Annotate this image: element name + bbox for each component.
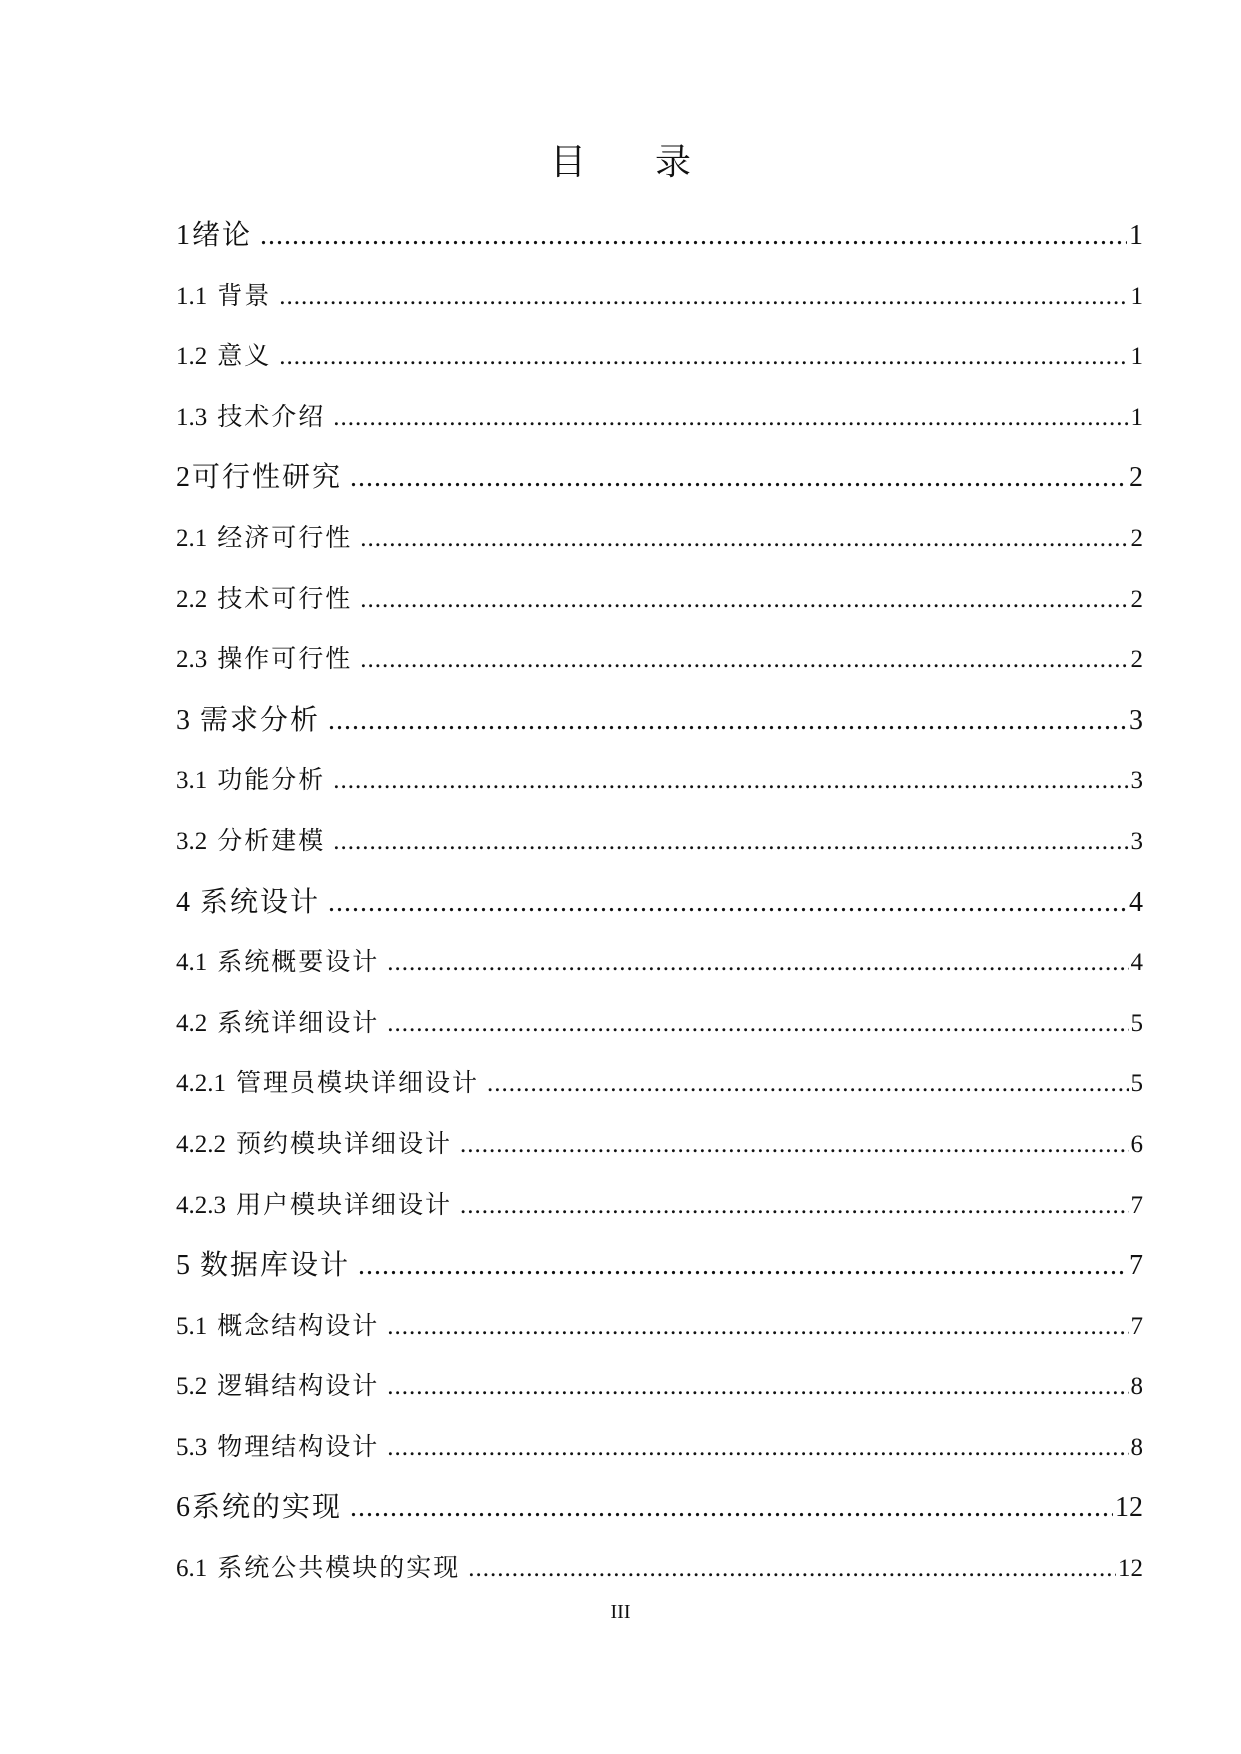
toc-dot-leader bbox=[350, 448, 1127, 509]
toc-entry-number: 4 bbox=[176, 886, 190, 918]
toc-entry-page-number: 1 bbox=[1129, 220, 1143, 251]
toc-dot-leader bbox=[387, 1418, 1128, 1479]
toc-entry-number: 2.1 bbox=[176, 524, 208, 552]
toc-entry-number: 3 bbox=[176, 704, 190, 736]
toc-entry-label: 经济可行性 bbox=[217, 524, 353, 552]
toc-entry-number: 4.2.3 bbox=[176, 1191, 226, 1219]
toc-entry-label: 系统详细设计 bbox=[217, 1009, 380, 1037]
toc-entry-number: 6 bbox=[176, 1492, 190, 1524]
toc-entry-page-number: 2 bbox=[1130, 524, 1143, 552]
toc-entry-label: 物理结构设计 bbox=[217, 1433, 380, 1461]
toc-entry-page-number: 7 bbox=[1130, 1312, 1143, 1340]
toc-entry-label: 管理员模块详细设计 bbox=[236, 1070, 480, 1098]
toc-dot-leader bbox=[387, 933, 1128, 994]
toc-entry-number: 4.2.2 bbox=[176, 1130, 226, 1158]
toc-entry-number: 2.3 bbox=[176, 646, 208, 674]
toc-entry-page-number: 2 bbox=[1129, 462, 1143, 494]
toc-entry-page-number: 4 bbox=[1130, 949, 1143, 977]
toc-dot-leader bbox=[328, 691, 1127, 752]
toc-entry-label: 功能分析 bbox=[217, 767, 326, 795]
toc-entry-label: 数据库设计 bbox=[200, 1250, 351, 1282]
toc-entry[interactable] bbox=[176, 1054, 1143, 1115]
toc-entry-number: 1.2 bbox=[176, 343, 208, 371]
toc-entry-label: 意义 bbox=[217, 343, 272, 371]
toc-entry-page-number: 3 bbox=[1129, 704, 1143, 736]
toc-entry-number: 1 bbox=[176, 220, 190, 251]
toc-entry[interactable] bbox=[176, 873, 1143, 934]
toc-entry-label: 系统设计 bbox=[200, 886, 321, 918]
toc-entry-label: 系统公共模块的实现 bbox=[217, 1555, 461, 1583]
toc-entry-page-number: 1 bbox=[1130, 403, 1143, 431]
toc-entry-label: 分析建模 bbox=[217, 827, 326, 855]
toc-entry[interactable] bbox=[176, 388, 1143, 449]
toc-entry-number: 3.2 bbox=[176, 827, 208, 855]
toc-dot-leader bbox=[487, 1054, 1128, 1115]
toc-entry-page-number: 4 bbox=[1129, 886, 1143, 918]
toc-entry-page-number: 3 bbox=[1130, 767, 1143, 795]
toc-entry[interactable] bbox=[176, 933, 1143, 994]
toc-entry-page-number: 7 bbox=[1129, 1250, 1143, 1282]
toc-dot-leader bbox=[260, 206, 1127, 267]
toc-entry-number: 1.3 bbox=[176, 403, 208, 431]
toc-entry-page-number: 12 bbox=[1118, 1555, 1143, 1583]
toc-entry[interactable] bbox=[176, 206, 1143, 267]
toc-entry-label: 技术可行性 bbox=[217, 585, 353, 613]
toc-dot-leader bbox=[460, 1176, 1128, 1237]
toc-entry[interactable] bbox=[176, 1176, 1143, 1237]
toc-entry[interactable] bbox=[176, 1418, 1143, 1479]
toc-entry[interactable] bbox=[176, 1297, 1143, 1358]
toc-entry-number: 3.1 bbox=[176, 767, 208, 795]
toc-entry-page-number: 1 bbox=[1130, 343, 1143, 371]
toc-entry-page-number: 2 bbox=[1130, 585, 1143, 613]
page-number-footer: III bbox=[610, 1601, 631, 1623]
toc-entry-label: 逻辑结构设计 bbox=[217, 1373, 380, 1401]
toc-entry[interactable] bbox=[176, 691, 1143, 752]
toc-dot-leader bbox=[350, 1478, 1113, 1539]
toc-entry-number: 5.2 bbox=[176, 1373, 208, 1401]
toc-entry-page-number: 5 bbox=[1130, 1009, 1143, 1037]
toc-entry-page-number: 8 bbox=[1130, 1373, 1143, 1401]
toc-entry[interactable] bbox=[176, 1115, 1143, 1176]
toc-dot-leader bbox=[358, 1236, 1127, 1297]
toc-entry[interactable] bbox=[176, 327, 1143, 388]
toc-entry[interactable] bbox=[176, 1478, 1143, 1539]
toc-dot-leader bbox=[387, 994, 1128, 1055]
toc-entry-label: 系统概要设计 bbox=[217, 949, 380, 977]
toc-entry-label: 绪论 bbox=[192, 220, 253, 251]
toc-entry[interactable] bbox=[176, 509, 1143, 570]
toc-entry[interactable] bbox=[176, 1539, 1143, 1600]
toc-entry[interactable] bbox=[176, 812, 1143, 873]
toc-dot-leader bbox=[279, 267, 1128, 328]
toc-entry-label: 预约模块详细设计 bbox=[236, 1130, 453, 1158]
toc-entry[interactable] bbox=[176, 630, 1143, 691]
toc-dot-leader bbox=[387, 1297, 1128, 1358]
toc-dot-leader bbox=[333, 751, 1128, 812]
toc-entry-label: 概念结构设计 bbox=[217, 1312, 380, 1340]
toc-entry-page-number: 12 bbox=[1115, 1492, 1143, 1524]
toc-entry-label: 操作可行性 bbox=[217, 646, 353, 674]
toc-entry-number: 5 bbox=[176, 1250, 190, 1282]
toc-entry-page-number: 6 bbox=[1130, 1130, 1143, 1158]
toc-entry-label: 可行性研究 bbox=[192, 462, 343, 494]
toc-list bbox=[176, 206, 1143, 1600]
toc-title: 目 录 bbox=[549, 142, 721, 182]
toc-entry-page-number: 8 bbox=[1130, 1433, 1143, 1461]
toc-dot-leader bbox=[360, 509, 1128, 570]
toc-entry[interactable] bbox=[176, 994, 1143, 1055]
toc-entry-page-number: 2 bbox=[1130, 646, 1143, 674]
toc-entry[interactable] bbox=[176, 267, 1143, 328]
toc-entry-page-number: 1 bbox=[1130, 282, 1143, 310]
toc-dot-leader bbox=[468, 1539, 1116, 1600]
toc-dot-leader bbox=[279, 327, 1128, 388]
toc-entry[interactable] bbox=[176, 448, 1143, 509]
toc-entry-number: 2 bbox=[176, 462, 190, 494]
toc-dot-leader bbox=[360, 570, 1128, 631]
toc-entry-label: 需求分析 bbox=[200, 704, 321, 736]
toc-entry[interactable] bbox=[176, 751, 1143, 812]
toc-entry-page-number: 7 bbox=[1130, 1191, 1143, 1219]
toc-entry-page-number: 3 bbox=[1130, 827, 1143, 855]
toc-entry-label: 用户模块详细设计 bbox=[236, 1191, 453, 1219]
toc-entry-label: 背景 bbox=[217, 282, 272, 310]
toc-dot-leader bbox=[328, 873, 1127, 934]
toc-entry-number: 4.1 bbox=[176, 949, 208, 977]
toc-dot-leader bbox=[333, 388, 1128, 449]
toc-entry-label: 技术介绍 bbox=[217, 403, 326, 431]
toc-entry-number: 2.2 bbox=[176, 585, 208, 613]
toc-dot-leader bbox=[460, 1115, 1128, 1176]
toc-entry-number: 1.1 bbox=[176, 282, 208, 310]
toc-entry[interactable] bbox=[176, 570, 1143, 631]
toc-entry-number: 6.1 bbox=[176, 1555, 208, 1583]
toc-entry[interactable] bbox=[176, 1357, 1143, 1418]
toc-entry-number: 5.1 bbox=[176, 1312, 208, 1340]
toc-entry[interactable] bbox=[176, 1236, 1143, 1297]
toc-entry-number: 5.3 bbox=[176, 1433, 208, 1461]
toc-dot-leader bbox=[387, 1357, 1128, 1418]
toc-entry-page-number: 5 bbox=[1130, 1070, 1143, 1098]
toc-entry-number: 4.2.1 bbox=[176, 1070, 226, 1098]
toc-entry-label: 系统的实现 bbox=[192, 1492, 343, 1524]
toc-entry-number: 4.2 bbox=[176, 1009, 208, 1037]
toc-dot-leader bbox=[360, 630, 1128, 691]
toc-dot-leader bbox=[333, 812, 1128, 873]
